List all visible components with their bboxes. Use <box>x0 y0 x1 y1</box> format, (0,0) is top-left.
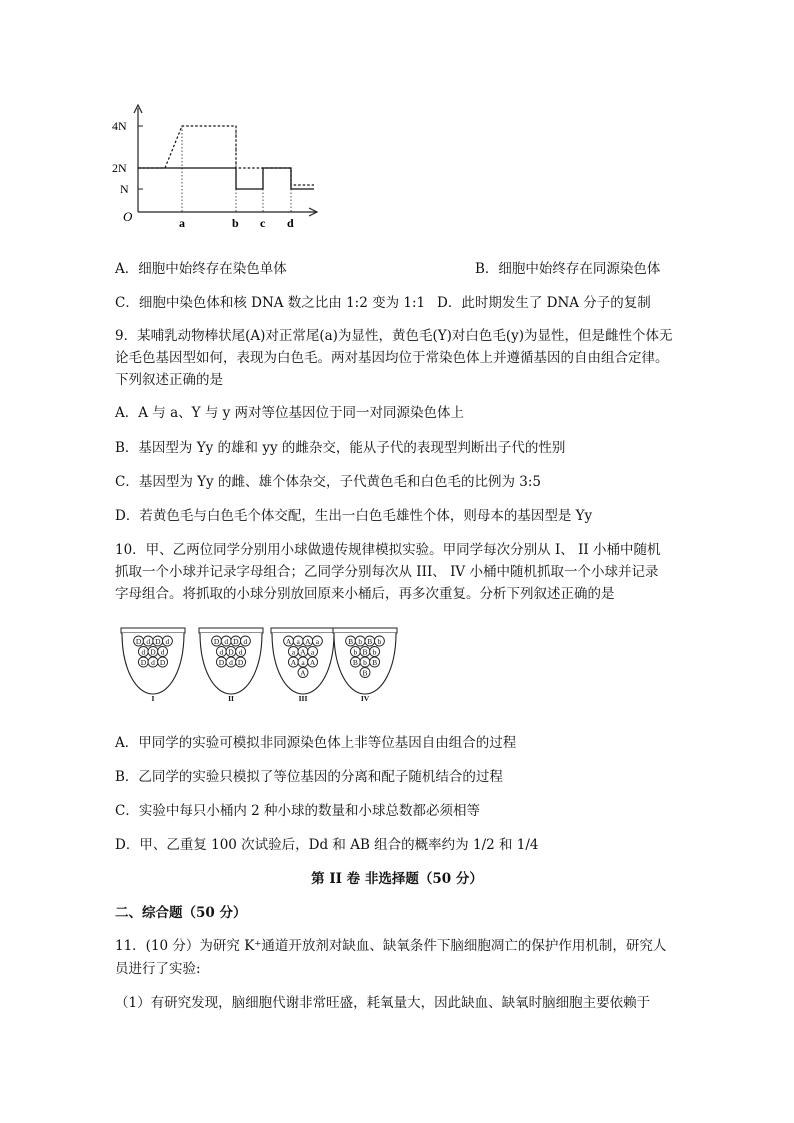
ball-label: A <box>300 668 306 678</box>
bucket-label: III <box>298 694 308 702</box>
ball-label: d <box>229 658 233 667</box>
ball-label: b <box>353 647 358 657</box>
ball-label: b <box>363 658 367 667</box>
section-heading: 二、综合题（50 分） <box>115 905 247 921</box>
ball-label: d <box>219 647 224 657</box>
ball-label: B <box>362 668 368 678</box>
y-ticks <box>138 126 143 189</box>
ball-label: A <box>309 658 316 667</box>
ball-label: A <box>305 637 311 646</box>
ball-label: D <box>140 658 147 667</box>
ball-label: B <box>352 658 358 667</box>
x-tick-label-b: b <box>232 216 239 230</box>
q9-option-d: D．若黄色毛与白色毛个体交配，生出一白色毛雄性个体，则母本的基因型是 Yy <box>115 508 593 524</box>
ball-label: A <box>300 647 306 657</box>
ball-label: A <box>285 637 292 646</box>
ball-label: d <box>238 647 243 657</box>
ball-label: D <box>135 637 142 646</box>
bucket-rim <box>121 628 185 633</box>
q10-stem-line3: 字母组合。将抓取的小球分别放回原来小桶后，再多次重复。分析下列叙述正确的是 <box>115 586 615 602</box>
q9-option-b: B．基因型为 Yy 的雄和 yy 的雌杂交，能从子代的表现型判断出子代的性别 <box>115 440 566 456</box>
q10-option-c: C．实验中每只小桶内 2 种小球的数量和小球总数都必须相等 <box>115 803 481 819</box>
q9-option-a: A．A 与 a、Y 与 y 两对等位基因位于同一对同源染色体上 <box>115 405 465 421</box>
bucket-rim <box>271 628 335 633</box>
q10-stem-line2: 抓取一个小球并记录字母组合；乙同学分别每次从 III、 IV 小桶中随机抓取一个小球并记录 <box>115 564 659 580</box>
part2-title: 第 II 卷 非选择题（50 分） <box>311 871 483 887</box>
chart-axes <box>134 105 317 216</box>
ball-label: a <box>315 637 320 646</box>
ball-label: B <box>348 637 354 646</box>
bucket-label: I <box>151 694 155 702</box>
ball-label: a <box>296 637 300 646</box>
q8-option-b: B．细胞中始终存在同源染色体 <box>475 261 661 277</box>
ball-label: D <box>155 637 161 646</box>
q9-stem-line3: 下列叙述正确的是 <box>115 372 223 388</box>
bucket-2 <box>199 628 263 702</box>
ball-label: d <box>146 637 151 646</box>
ball-label: B <box>367 637 373 646</box>
ball-label: D <box>237 658 244 667</box>
y-tick-label-2n: 2N <box>112 161 127 175</box>
bucket-label: IV <box>360 694 370 702</box>
q10-option-d: D．甲、乙重复 100 次试验后，Dd 和 AB 组合的概率约为 1/2 和 1/4 <box>115 837 539 853</box>
q10-option-a: A．甲同学的实验可模拟非同源染色体上非等位基因自由组合的过程 <box>115 735 517 751</box>
bucket-rim <box>333 628 397 633</box>
q10-option-b: B．乙同学的实验只模拟了等位基因的分离和配子随机结合的过程 <box>115 769 503 785</box>
q11-sub1: （1）有研究发现，脑细胞代谢非常旺盛，耗氧量大，因此缺血、缺氧时脑细胞主要依赖于 <box>115 995 651 1011</box>
x-tick-label-c: c <box>260 216 266 230</box>
q11-stem-line1: 11．(10 分）为研究 K⁺通道开放剂对缺血、缺氧条件下脑细胞凋亡的保护作用机制，研究人 <box>115 938 667 954</box>
ball-label: b <box>377 637 382 646</box>
ball-label: b <box>358 637 363 646</box>
ball-label: a <box>291 647 296 657</box>
q8-option-c: C．细胞中染色体和核 DNA 数之比由 1:2 变为 1:1 <box>115 295 426 311</box>
ball-label: D <box>233 637 239 646</box>
ball-label: d <box>141 647 146 657</box>
q11-stem-line2: 员进行了实验: <box>115 961 201 977</box>
ball-label: d <box>224 637 229 646</box>
chromosome-chart <box>110 100 330 240</box>
x-tick-label-a: a <box>179 216 185 230</box>
q9-option-c: C．基因型为 Yy 的雌、雄个体杂交，子代黄色毛和白色毛的比例为 3:5 <box>115 474 541 490</box>
ball-label: B <box>362 647 368 657</box>
ball-label: D <box>159 658 166 667</box>
bucket-1 <box>121 628 185 702</box>
q9-stem-line2: 论毛色基因型如何，表现为白色毛。两对基因均位于常染色体上并遵循基因的自由组合定律。 <box>115 350 669 366</box>
q9-stem-line1: 9．某哺乳动物棒状尾(A)对正常尾(a)为显性，黄色毛(Y)对白色毛(y)为显性，但是雌性个体无 <box>115 328 673 344</box>
solid-series-line <box>138 168 314 189</box>
ball-label: b <box>372 647 377 657</box>
origin-label: O <box>123 209 133 224</box>
ball-label: D <box>213 637 220 646</box>
dashed-series-line <box>138 126 314 185</box>
ball-label: B <box>372 658 378 667</box>
ball-label: a <box>310 647 315 657</box>
ball-label: d <box>165 637 170 646</box>
bucket-label: II <box>228 694 234 702</box>
bucket-rim <box>199 628 263 633</box>
ball-label: d <box>243 637 248 646</box>
q8-option-d: D．此时期发生了 DNA 分子的复制 <box>437 295 651 311</box>
ball-label: A <box>290 658 297 667</box>
y-tick-label-4n: 4N <box>112 119 127 133</box>
ball-label: D <box>150 647 156 657</box>
ball-label: D <box>228 647 234 657</box>
bucket-4 <box>333 628 397 702</box>
bucket-3 <box>271 628 335 702</box>
q8-option-a: A．细胞中始终存在染色单体 <box>115 261 287 277</box>
q10-stem-line1: 10．甲、乙两位同学分别用小球做遗传规律模拟实验。甲同学每次分别从 I、 II 小桶中随机 <box>115 542 661 558</box>
y-tick-label-n: N <box>120 182 129 196</box>
ball-label: a <box>301 658 305 667</box>
ball-label: d <box>151 658 155 667</box>
x-tick-label-d: d <box>287 216 294 230</box>
ball-label: d <box>160 647 165 657</box>
buckets-figure <box>118 624 418 702</box>
ball-label: D <box>218 658 225 667</box>
